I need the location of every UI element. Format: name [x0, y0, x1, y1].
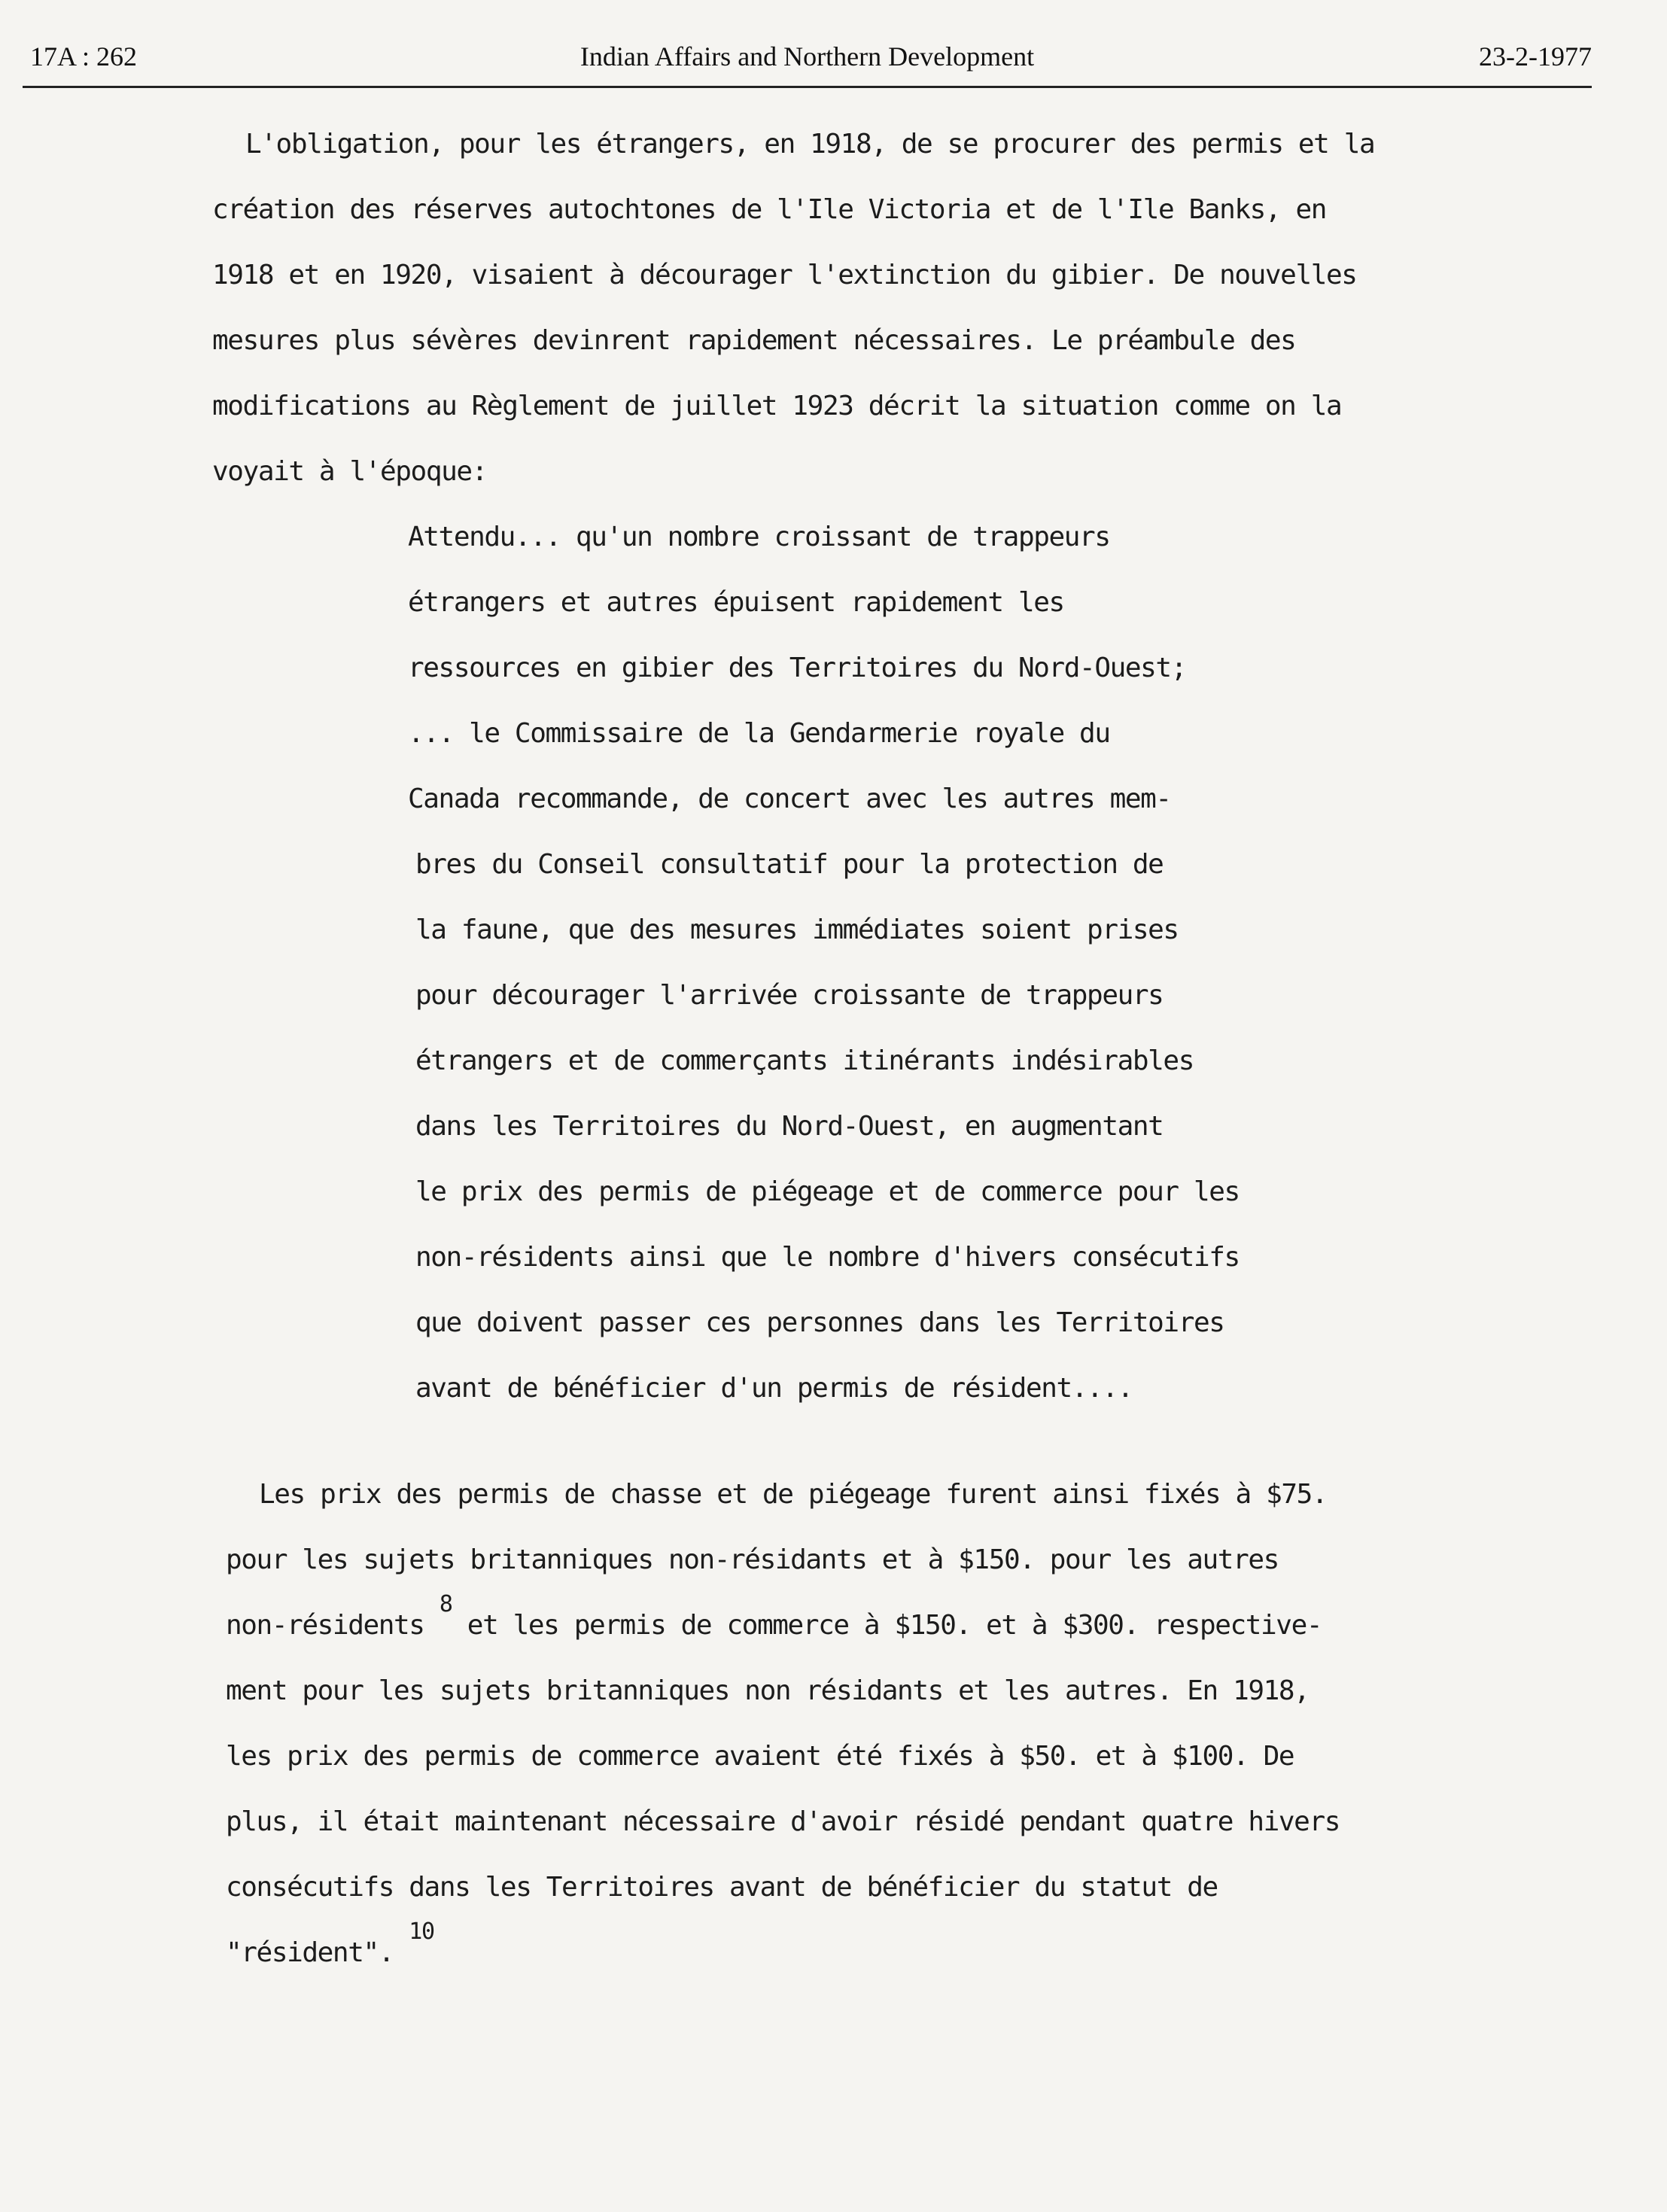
- paragraph-line: L'obligation, pour les étrangers, en 1918, de se procurer des permis et la: [245, 129, 1375, 160]
- paragraph-line: mesures plus sévères devinrent rapidement nécessaires. Le préambule des: [212, 325, 1296, 356]
- footnote-marker: 10: [409, 1918, 434, 1945]
- paragraph-line: création des réserves autochtones de l'Ile Victoria et de l'Ile Banks, en: [212, 194, 1326, 225]
- paragraph-line: Les prix des permis de chasse et de piégeage furent ainsi fixés à $75.: [259, 1479, 1328, 1510]
- header-rule: [23, 86, 1592, 88]
- quote-line: la faune, que des mesures immédiates soient prises: [415, 914, 1179, 945]
- line-text: et les permis de commerce à $150. et à $300. respective-: [467, 1610, 1322, 1641]
- quote-line: non-résidents ainsi que le nombre d'hivers consécutifs: [415, 1242, 1240, 1273]
- header-date: 23-2-1977: [1479, 41, 1592, 72]
- quote-line: Canada recommande, de concert avec les autres mem-: [408, 783, 1171, 814]
- footnote-marker: 8: [439, 1591, 452, 1617]
- quote-line: dans les Territoires du Nord-Ouest, en augmentant: [415, 1111, 1164, 1142]
- paragraph-line: 1918 et en 1920, visaient à décourager l'extinction du gibier. De nouvelles: [212, 260, 1357, 291]
- paragraph-line: ment pour les sujets britanniques non résidants et les autres. En 1918,: [226, 1675, 1310, 1706]
- quote-line: avant de bénéficier d'un permis de résident....: [415, 1373, 1133, 1404]
- paragraph-line: voyait à l'époque:: [212, 456, 487, 487]
- quote-line: pour décourager l'arrivée croissante de trappeurs: [415, 980, 1164, 1011]
- paragraph-line: pour les sujets britanniques non-résidants et à $150. pour les autres: [226, 1544, 1279, 1575]
- quote-line: Attendu... qu'un nombre croissant de trappeurs: [408, 522, 1110, 552]
- paragraph-line: [226, 1591, 1322, 1642]
- line-text: "résident".: [226, 1937, 394, 1968]
- line-text: non-résidents: [226, 1610, 424, 1641]
- paragraph-line: [226, 1918, 434, 1970]
- paragraph-line: les prix des permis de commerce avaient été fixés à $50. et à $100. De: [226, 1741, 1294, 1772]
- quote-line: que doivent passer ces personnes dans les Territoires: [415, 1307, 1224, 1338]
- quote-line: étrangers et de commerçants itinérants indésirables: [415, 1045, 1194, 1076]
- paragraph-line: modifications au Règlement de juillet 1923 décrit la situation comme on la: [212, 391, 1342, 421]
- running-title: Indian Affairs and Northern Development: [579, 41, 1035, 72]
- quote-line: étrangers et autres épuisent rapidement les: [408, 587, 1064, 618]
- paragraph-line: plus, il était maintenant nécessaire d'avoir résidé pendant quatre hivers: [226, 1806, 1340, 1837]
- quote-line: le prix des permis de piégeage et de commerce pour les: [415, 1176, 1240, 1207]
- paragraph-line: consécutifs dans les Territoires avant de bénéficier du statut de: [226, 1872, 1218, 1903]
- quote-line: bres du Conseil consultatif pour la protection de: [415, 849, 1164, 880]
- quote-line: ... le Commissaire de la Gendarmerie royale du: [408, 718, 1110, 749]
- quote-line: ressources en gibier des Territoires du Nord-Ouest;: [408, 653, 1186, 683]
- page-header: [23, 36, 1592, 81]
- page-number: 17A : 262: [30, 41, 138, 72]
